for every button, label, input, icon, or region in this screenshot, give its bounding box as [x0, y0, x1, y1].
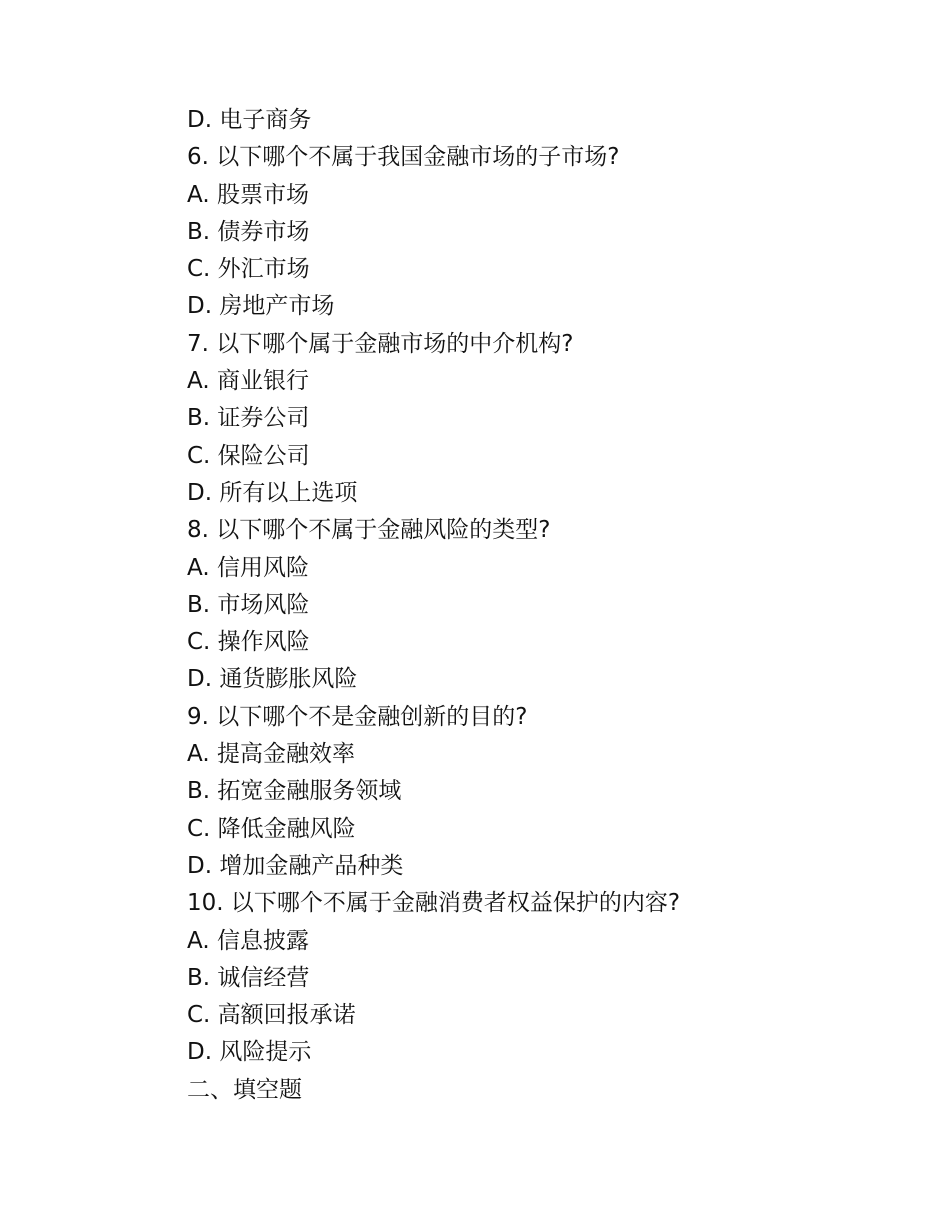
question-line: 10. 以下哪个不属于金融消费者权益保护的内容? — [187, 890, 681, 917]
option-line: C. 操作风险 — [187, 629, 310, 656]
option-line: B. 诚信经营 — [187, 964, 310, 991]
option-line: A. 信用风险 — [187, 554, 309, 581]
document-body — [187, 102, 867, 1109]
option-line: C. 保险公司 — [187, 442, 310, 469]
option-line: B. 证券公司 — [187, 405, 310, 432]
question-line: 6. 以下哪个不属于我国金融市场的子市场? — [187, 144, 620, 171]
option-line: A. 股票市场 — [187, 181, 309, 208]
option-line: D. 增加金融产品种类 — [187, 852, 404, 879]
question-line: 7. 以下哪个属于金融市场的中介机构? — [187, 330, 574, 357]
section-heading: 二、填空题 — [187, 1076, 302, 1103]
option-line: D. 所有以上选项 — [187, 479, 358, 506]
option-line: A. 商业银行 — [187, 368, 309, 395]
option-line: C. 降低金融风险 — [187, 815, 356, 842]
option-line: A. 信息披露 — [187, 927, 309, 954]
option-line: D. 通货膨胀风险 — [187, 666, 358, 693]
question-line: 9. 以下哪个不是金融创新的目的? — [187, 703, 528, 730]
option-line: B. 拓宽金融服务领域 — [187, 778, 402, 805]
option-line: D. 房地产市场 — [187, 293, 335, 320]
option-line: C. 高额回报承诺 — [187, 1002, 356, 1029]
option-line: B. 债券市场 — [187, 218, 310, 245]
option-line: C. 外汇市场 — [187, 256, 310, 283]
question-line: 8. 以下哪个不属于金融风险的类型? — [187, 517, 551, 544]
option-line: D. 风险提示 — [187, 1039, 312, 1066]
option-line: A. 提高金融效率 — [187, 741, 355, 768]
option-line: B. 市场风险 — [187, 591, 310, 618]
option-line: D. 电子商务 — [187, 107, 312, 133]
